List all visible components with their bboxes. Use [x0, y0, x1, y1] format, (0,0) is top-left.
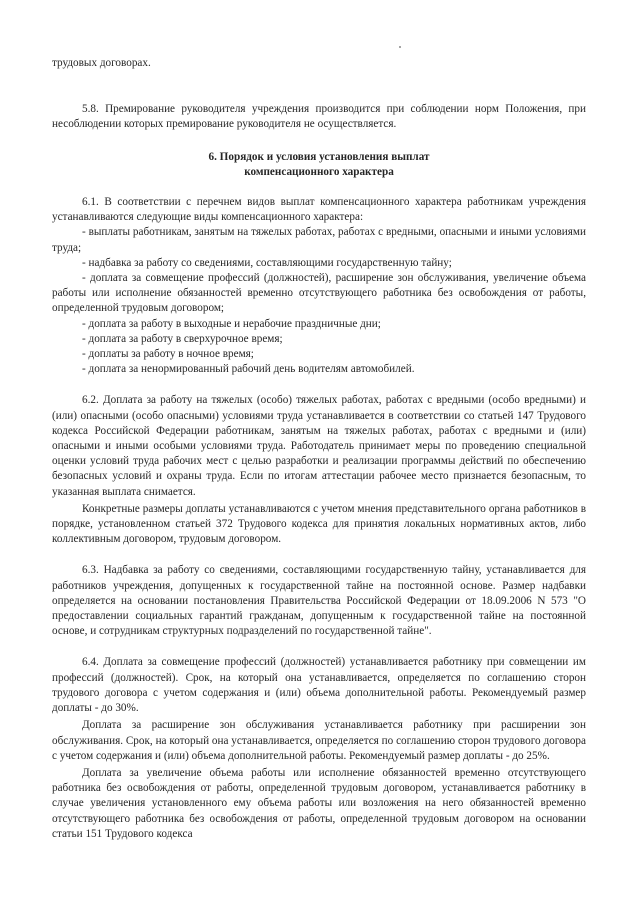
heading-line-1: 6. Порядок и условия установления выплат [208, 151, 430, 163]
paragraph-6-4: 6.4. Доплата за совмещение профессий (должностей) устанавливается работнику при совмещении им профессий (должностей). Срок, на который она устанавливается, определяется по соглашению сторон трудового договора с учетом содержания и (или) объема дополнительной работы. Рекомендуемый размер доплаты - до 30%. [52, 656, 586, 715]
paragraph-6-2-sizes: Конкретные размеры доплаты устанавливаются с учетом мнения представительного органа работников в порядке, установленном статьей 372 Трудового кодекса для принятия локальных нормативных актов, либо коллективным договором, трудовым договором. [52, 502, 586, 546]
list-item: - доплата за ненормированный рабочий день водителям автомобилей. [82, 363, 415, 376]
list-item: - доплата за совмещение профессий (должностей), расширение зон обслуживания, увеличение объема работы или исполнение обязанностей временно отсутствующего работника без освобождения от работы, определенной трудовым договором; [52, 272, 586, 315]
paragraph-6-4-volume: Доплата за увеличение объема работы или исполнение обязанностей временно отсутствующего работника без освобождения от работы, определенной трудовым договором, устанавливается работнику в случае увеличения установленного ему объема работы или возложения на него обязанностей временно отсутствующего работника без освобождения от работы, определенной трудовым договором на основании статьи 151 Трудового кодекса [52, 766, 586, 840]
list-item: - надбавка за работу со сведениями, составляющими государственную тайну; [82, 256, 452, 269]
list-item: - доплаты за работу в ночное время; [82, 348, 254, 361]
scan-speck [399, 46, 401, 48]
paragraph-6-4-zones: Доплата за расширение зон обслуживания устанавливается работнику при расширении зон обслуживания. Срок, на который она устанавливается, определяется по соглашению сторон трудового договора с учетом содержания и (или) объема дополнительной работы. Рекомендуемый размер доплаты - до 25%. [52, 719, 586, 762]
list-item: - доплата за работу в выходные и нерабочие праздничные дни; [82, 317, 381, 330]
top-line: трудовых договорах. [52, 57, 151, 69]
paragraph-6-3: 6.3. Надбавка за работу со сведениями, составляющими государственную тайну, устанавливается для работников учреждения, допущенных к государственной тайне на постоянной основе. Размер надбавки определяется на основании постановления Правительства Российской Федерации от 18.09.2006 N 573 "О предоставлении социальных гарантий гражданам, допущенным к государственной тайне на постоянной основе, и сотрудникам структурных подразделений по государственной тайне". [52, 564, 586, 638]
paragraph-6-2: 6.2. Доплата за работу на тяжелых (особо) тяжелых работах, работах с вредными (особо вредными) и (или) опасными (особо опасными) условиями труда устанавливается в соответствии со статьей 147 Трудового кодекса Российской Федерации работникам, занятым на тяжелых работах, работах с вредными и (или) опасными и иными особыми условиями труда. Работодатель принимает меры по проведению специальной оценки условий труда рабочих мест с целью разработки и реализации программы действий по обеспечению безопасных условий и охраны труда. Если по итогам аттестации рабочее место признается безопасным, то указанная выплата снимается. [52, 394, 586, 498]
list-item: - выплаты работникам, занятым на тяжелых работах, работах с вредными, опасными и иными условиями труда; [52, 226, 586, 254]
section-6-heading [52, 150, 586, 180]
section-6-body [52, 195, 586, 842]
list-item: - доплата за работу в сверхурочное время; [82, 332, 283, 345]
paragraph-6-1: 6.1. В соответствии с перечнем видов выплат компенсационного характера работникам учреждения устанавливаются следующие виды компенсационного характера: [52, 196, 586, 224]
heading-line-2: компенсационного характера [244, 166, 394, 179]
paragraph-5-8: 5.8. Премирование руководителя учреждения производится при соблюдении норм Положения, при несоблюдении которых премирование руководителя не осуществляется. [52, 103, 586, 131]
